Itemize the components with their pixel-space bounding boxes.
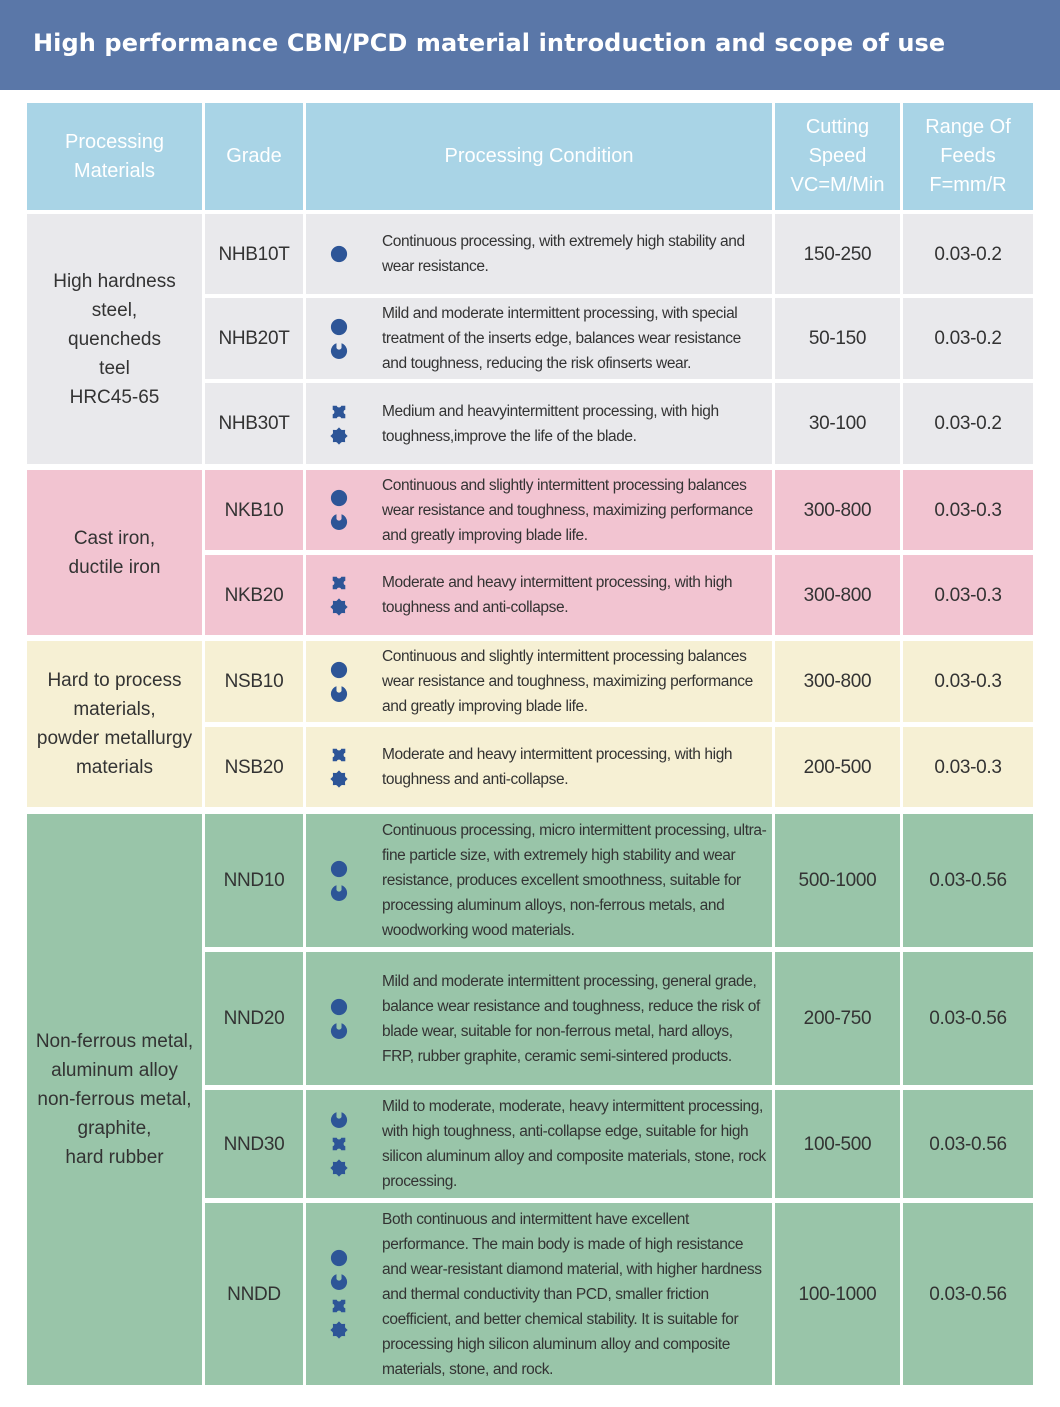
notched-circle-icon	[330, 685, 348, 703]
toughness-icons	[328, 470, 350, 550]
speed-value: 500-1000	[798, 870, 877, 891]
grade-label: NHB10T	[218, 243, 290, 265]
toughness-icons	[328, 1203, 350, 1385]
material-line: Cast iron,	[73, 527, 156, 549]
condition-text: Continuous and slightly intermittent processing balances wear resistance and toughness, maximizing performance and greatly improving blade life.	[382, 648, 753, 715]
gear-icon	[330, 770, 348, 788]
notched-circle-icon	[330, 884, 348, 902]
speed-cell	[775, 952, 900, 1085]
feeds-value: 0.03-0.2	[934, 413, 1002, 434]
grade-cell	[205, 555, 303, 635]
circle-icon	[330, 998, 348, 1016]
header-feeds-label: Range Of Feeds F=mm/R	[925, 116, 1011, 196]
feeds-cell	[903, 214, 1033, 294]
feeds-value: 0.03-0.3	[934, 756, 1002, 778]
feeds-value: 0.03-0.3	[934, 499, 1002, 521]
speed-value: 100-1000	[798, 1283, 877, 1305]
feeds-cell	[903, 1090, 1033, 1198]
speed-value: 300-800	[803, 499, 872, 521]
speed-cell	[775, 214, 900, 294]
speed-cell	[775, 641, 900, 722]
speed-value: 150-250	[803, 243, 872, 265]
material-line: HRC45-65	[69, 386, 160, 408]
feeds-value: 0.03-0.56	[929, 1008, 1007, 1029]
material-cell	[27, 214, 202, 464]
material-line: Hard to process	[47, 670, 182, 691]
condition-cell	[306, 1090, 772, 1198]
feeds-value: 0.03-0.3	[934, 671, 1002, 692]
cross-notched-icon	[330, 403, 348, 421]
material-line: aluminum alloy	[51, 1060, 178, 1081]
condition-text-wrap	[382, 1090, 768, 1198]
material-line: steel,	[91, 299, 138, 321]
grade-cell	[205, 727, 303, 807]
grade-label: NND20	[223, 1008, 285, 1029]
header-materials-label: Processing Materials	[65, 130, 164, 182]
condition-text-wrap	[382, 641, 768, 722]
feeds-cell	[903, 298, 1033, 379]
condition-text: Mild and moderate intermittent processing, with special treatment of the inserts edge, balances wear resistance and toughness, reducing the risk ofinserts wear.	[382, 305, 741, 372]
header-feeds	[903, 103, 1033, 210]
header-speed	[775, 103, 900, 210]
condition-text: Mild to moderate, moderate, heavy intermittent processing, with high toughness, anti-collapse edge, suitable for high silicon aluminum alloy and composite materials, stone, rock processing.	[382, 1098, 766, 1190]
feeds-cell	[903, 952, 1033, 1085]
material-label	[36, 1027, 193, 1172]
grade-label: NSB20	[224, 756, 284, 778]
material-label	[37, 666, 192, 782]
condition-text: Medium and heavyintermittent processing, with high toughness,improve the life of the blade.	[382, 402, 719, 445]
toughness-icons	[328, 952, 350, 1085]
grade-cell	[205, 470, 303, 550]
header-condition	[306, 103, 772, 210]
material-line: non-ferrous metal,	[37, 1089, 192, 1110]
notched-circle-icon	[330, 1022, 348, 1040]
cross-notched-icon	[330, 1135, 348, 1153]
feeds-cell	[903, 555, 1033, 635]
condition-cell	[306, 470, 772, 550]
grade-label: NKB20	[224, 584, 284, 606]
speed-cell	[775, 470, 900, 550]
material-line: materials	[75, 757, 154, 778]
speed-value: 200-500	[803, 756, 872, 778]
circle-icon	[330, 661, 348, 679]
speed-value: 30-100	[808, 413, 867, 434]
condition-text-wrap	[382, 383, 768, 464]
grade-label: NKB10	[224, 499, 284, 521]
speed-value: 200-750	[803, 1008, 872, 1029]
material-line: Non-ferrous metal,	[35, 1031, 194, 1052]
header-condition-label: Processing Condition	[444, 145, 634, 167]
cross-notched-icon	[330, 1297, 348, 1315]
header-speed-label: Cutting Speed VC=M/Min	[790, 116, 885, 196]
condition-text: Continuous and slightly intermittent processing balances wear resistance and toughness, maximizing performance and greatly improving blade life.	[382, 476, 753, 544]
condition-text-wrap	[382, 952, 768, 1085]
condition-text-wrap	[382, 555, 768, 635]
gear-icon	[330, 1159, 348, 1177]
toughness-icons	[328, 214, 350, 294]
feeds-value: 0.03-0.56	[929, 1283, 1007, 1305]
grade-cell	[205, 383, 303, 464]
feeds-value: 0.03-0.56	[929, 1133, 1007, 1155]
feeds-value: 0.03-0.2	[934, 243, 1002, 265]
condition-cell	[306, 383, 772, 464]
notched-circle-icon	[330, 1273, 348, 1291]
speed-cell	[775, 555, 900, 635]
toughness-icons	[328, 1090, 350, 1198]
material-line: hard rubber	[65, 1147, 164, 1168]
condition-cell	[306, 641, 772, 722]
grade-cell	[205, 214, 303, 294]
gear-icon	[330, 1321, 348, 1339]
condition-text-wrap	[382, 470, 768, 550]
speed-value: 50-150	[808, 328, 867, 349]
condition-cell	[306, 298, 772, 379]
header-grade	[205, 103, 303, 210]
circle-icon	[330, 1249, 348, 1267]
material-line: materials,	[73, 699, 156, 720]
feeds-value: 0.03-0.3	[934, 584, 1002, 606]
speed-cell	[775, 383, 900, 464]
grade-cell	[205, 1090, 303, 1198]
condition-text-wrap	[382, 298, 768, 379]
header-materials	[27, 103, 202, 210]
feeds-cell	[903, 641, 1033, 722]
condition-cell	[306, 1203, 772, 1385]
cross-notched-icon	[330, 574, 348, 592]
condition-text: Continuous processing, with extremely high stability and wear resistance.	[382, 233, 745, 275]
grade-label: NHB20T	[218, 328, 290, 349]
toughness-icons	[328, 298, 350, 379]
header-grade-label: Grade	[226, 145, 282, 167]
grade-cell	[205, 641, 303, 722]
condition-text: Moderate and heavy intermittent processing, with high toughness and anti-collapse.	[382, 574, 733, 616]
grade-cell	[205, 298, 303, 379]
speed-cell	[775, 814, 900, 947]
speed-cell	[775, 298, 900, 379]
grade-cell	[205, 1203, 303, 1385]
grade-label: NSB10	[224, 671, 284, 692]
circle-icon	[330, 860, 348, 878]
material-line: teel	[99, 357, 130, 379]
speed-value: 300-800	[803, 584, 872, 606]
condition-text-wrap	[382, 727, 768, 807]
condition-text: Both continuous and intermittent have excellent performance. The main body is made of high resistance and wear-resistant diamond material, with higher hardness and thermal conductivity than PCD, smaller friction coefficient, and better chemical stability. It is suitable for processing high silicon aluminum alloy and composite materials, stone, and rock.	[382, 1210, 762, 1378]
material-label	[53, 267, 176, 412]
material-line: powder metallurgy	[36, 728, 193, 749]
condition-text-wrap	[382, 214, 768, 294]
condition-text: Moderate and heavy intermittent processing, with high toughness and anti-collapse.	[382, 746, 733, 788]
material-label	[69, 524, 161, 582]
circle-icon	[330, 318, 348, 336]
page-title: High performance CBN/PCD material introduction and scope of use	[33, 29, 946, 57]
grade-cell	[205, 952, 303, 1085]
material-line: High hardness	[53, 270, 176, 292]
gear-icon	[330, 598, 348, 616]
grade-label: NND30	[223, 1133, 285, 1155]
condition-cell	[306, 214, 772, 294]
grade-cell	[205, 814, 303, 947]
circle-icon	[330, 245, 348, 263]
toughness-icons	[328, 727, 350, 807]
toughness-icons	[328, 383, 350, 464]
condition-cell	[306, 727, 772, 807]
material-cell	[27, 470, 202, 635]
feeds-cell	[903, 727, 1033, 807]
condition-text-wrap	[382, 814, 768, 947]
feeds-value: 0.03-0.56	[929, 870, 1007, 891]
notched-circle-icon	[330, 1111, 348, 1129]
feeds-cell	[903, 383, 1033, 464]
cross-notched-icon	[330, 746, 348, 764]
condition-text-wrap	[382, 1203, 768, 1385]
circle-icon	[330, 489, 348, 507]
speed-cell	[775, 727, 900, 807]
feeds-cell	[903, 470, 1033, 550]
grade-label: NNDD	[227, 1283, 281, 1305]
speed-value: 300-800	[803, 671, 872, 692]
material-line: ductile iron	[68, 556, 161, 578]
feeds-cell	[903, 1203, 1033, 1385]
speed-value: 100-500	[803, 1133, 872, 1155]
speed-cell	[775, 1090, 900, 1198]
speed-cell	[775, 1203, 900, 1385]
grade-label: NND10	[223, 870, 285, 891]
grade-label: NHB30T	[218, 413, 290, 434]
condition-cell	[306, 952, 772, 1085]
material-line: quencheds	[68, 328, 161, 350]
condition-text: Mild and moderate intermittent processing, general grade, balance wear resistance and toughness, reduce the risk of blade wear, suitable for non-ferrous metal, hard alloys, FRP, rubber graphite, ceramic semi-sintered products.	[382, 972, 760, 1065]
gear-icon	[330, 427, 348, 445]
toughness-icons	[328, 814, 350, 947]
notched-circle-icon	[330, 513, 348, 531]
feeds-cell	[903, 814, 1033, 947]
material-cell	[27, 641, 202, 807]
notched-circle-icon	[330, 342, 348, 360]
condition-text: Continuous processing, micro intermittent processing, ultra-fine particle size, with extremely high stability and wear resistance, produces excellent smoothness, suitable for processing aluminum alloys, non-ferrous metals, and woodworking wood materials.	[382, 822, 767, 939]
condition-cell	[306, 814, 772, 947]
material-line: graphite,	[77, 1118, 152, 1139]
toughness-icons	[328, 641, 350, 722]
condition-cell	[306, 555, 772, 635]
material-cell	[27, 814, 202, 1385]
toughness-icons	[328, 555, 350, 635]
feeds-value: 0.03-0.2	[934, 328, 1002, 349]
